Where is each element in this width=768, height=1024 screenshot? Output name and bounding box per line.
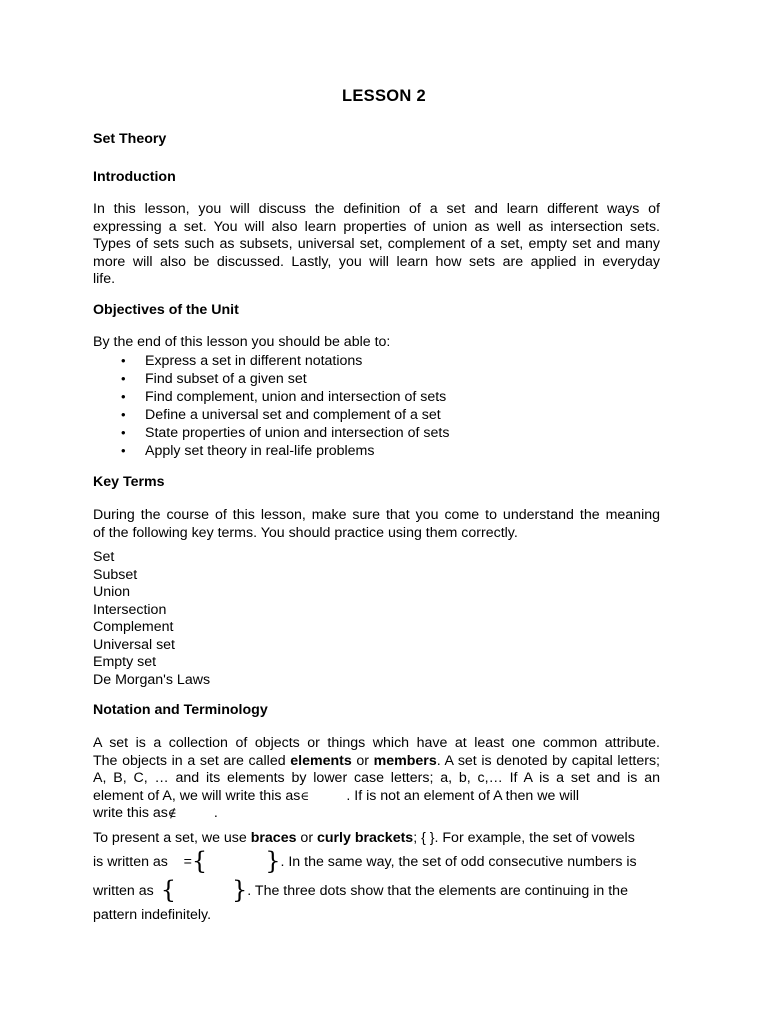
term-braces: braces bbox=[250, 830, 297, 846]
intro-line: more will also be discussed. Lastly, you will learn how sets are applied in everyday bbox=[93, 253, 660, 270]
term-elements: elements bbox=[290, 752, 352, 769]
term-curly-brackets: curly brackets bbox=[316, 830, 414, 846]
heading-introduction: Introduction bbox=[93, 169, 176, 185]
equals-sign: = bbox=[183, 854, 192, 870]
notation-p2-line2 bbox=[93, 847, 637, 875]
text-run: . If is not an element of A then we will bbox=[346, 787, 580, 804]
key-terms-line: During the course of this lesson, make sure that you come to understand the meaning bbox=[93, 507, 660, 523]
text-run: or bbox=[296, 830, 317, 846]
list-item: Union bbox=[93, 584, 131, 600]
list-item: • Apply set theory in real-life problems bbox=[93, 442, 449, 460]
list-item: Universal set bbox=[93, 636, 176, 653]
open-brace: { bbox=[160, 876, 176, 904]
text-run: written as bbox=[93, 883, 154, 899]
notation-p2-line3 bbox=[93, 876, 628, 904]
intro-line: life. bbox=[93, 271, 116, 288]
not-element-of-symbol: ∉ bbox=[167, 806, 177, 821]
text-run: ; { }. For example, the set of vowels bbox=[413, 830, 635, 846]
list-item: • Find subset of a given set bbox=[93, 370, 449, 388]
text-run: element of A, we will write this as bbox=[93, 787, 301, 804]
text-run: . bbox=[213, 805, 218, 822]
notation-line: A, B, C, … and its elements by lower case letters; a, b, c,… If A is a set and is an bbox=[93, 770, 660, 787]
list-item: Intersection bbox=[93, 601, 167, 618]
objectives-list bbox=[93, 352, 449, 460]
close-brace: } bbox=[232, 876, 248, 904]
list-item: • Define a universal set and complement of a set bbox=[93, 406, 449, 424]
notation-line bbox=[93, 753, 660, 771]
element-of-symbol: ∈ bbox=[300, 788, 310, 803]
list-item: • Find complement, union and intersection of sets bbox=[93, 388, 449, 406]
notation-line bbox=[93, 788, 660, 806]
introduction-paragraph bbox=[93, 201, 660, 289]
list-item: Empty set bbox=[93, 654, 157, 670]
list-item: De Morgan's Laws bbox=[93, 671, 211, 688]
text-run: or bbox=[351, 752, 374, 769]
list-item: • Express a set in different notations bbox=[93, 352, 449, 370]
key-terms-list bbox=[93, 549, 210, 689]
text-run: . A set is denoted by capital letters; bbox=[436, 752, 660, 769]
heading-key-terms: Key Terms bbox=[93, 474, 165, 490]
notation-p2-line1 bbox=[93, 830, 660, 848]
page-title: LESSON 2 bbox=[341, 87, 426, 105]
close-brace: } bbox=[265, 847, 281, 875]
list-item: Subset bbox=[93, 566, 138, 583]
text-run: write this as bbox=[93, 805, 168, 822]
list-item: Complement bbox=[93, 619, 174, 635]
open-brace: { bbox=[191, 847, 208, 875]
text-run: To present a set, we use bbox=[93, 830, 251, 846]
intro-line: In this lesson, you will discuss the definition of a set and learn different ways of bbox=[93, 201, 660, 217]
list-item: • State properties of union and intersection of sets bbox=[93, 424, 449, 442]
heading-notation: Notation and Terminology bbox=[93, 702, 268, 718]
term-members: members bbox=[373, 752, 437, 769]
notation-p2-line4: pattern indefinitely. bbox=[93, 907, 212, 923]
notation-line bbox=[93, 805, 660, 823]
intro-line: expressing a set. You will also learn properties of union as well as intersection sets. bbox=[93, 218, 660, 235]
intro-line: Types of sets such as subsets, universal set, complement of a set, empty set and many bbox=[93, 236, 660, 253]
notation-line: A set is a collection of objects or things which have at least one common attribute. bbox=[93, 735, 660, 751]
list-item: Set bbox=[93, 549, 115, 565]
heading-objectives: Objectives of the Unit bbox=[93, 302, 239, 318]
objectives-lead: By the end of this lesson you should be able to: bbox=[93, 334, 391, 350]
text-run: is written as bbox=[93, 854, 168, 870]
section-title-set-theory: Set Theory bbox=[93, 131, 167, 147]
text-run: . In the same way, the set of odd consecutive numbers is bbox=[280, 854, 637, 870]
key-terms-line: of the following key terms. You should practice using them correctly. bbox=[93, 524, 518, 541]
key-terms-paragraph bbox=[93, 507, 660, 542]
text-run: . The three dots show that the elements are continuing in the bbox=[247, 883, 628, 899]
text-run: The objects in a set are called bbox=[93, 752, 291, 769]
notation-paragraph-1 bbox=[93, 735, 660, 823]
